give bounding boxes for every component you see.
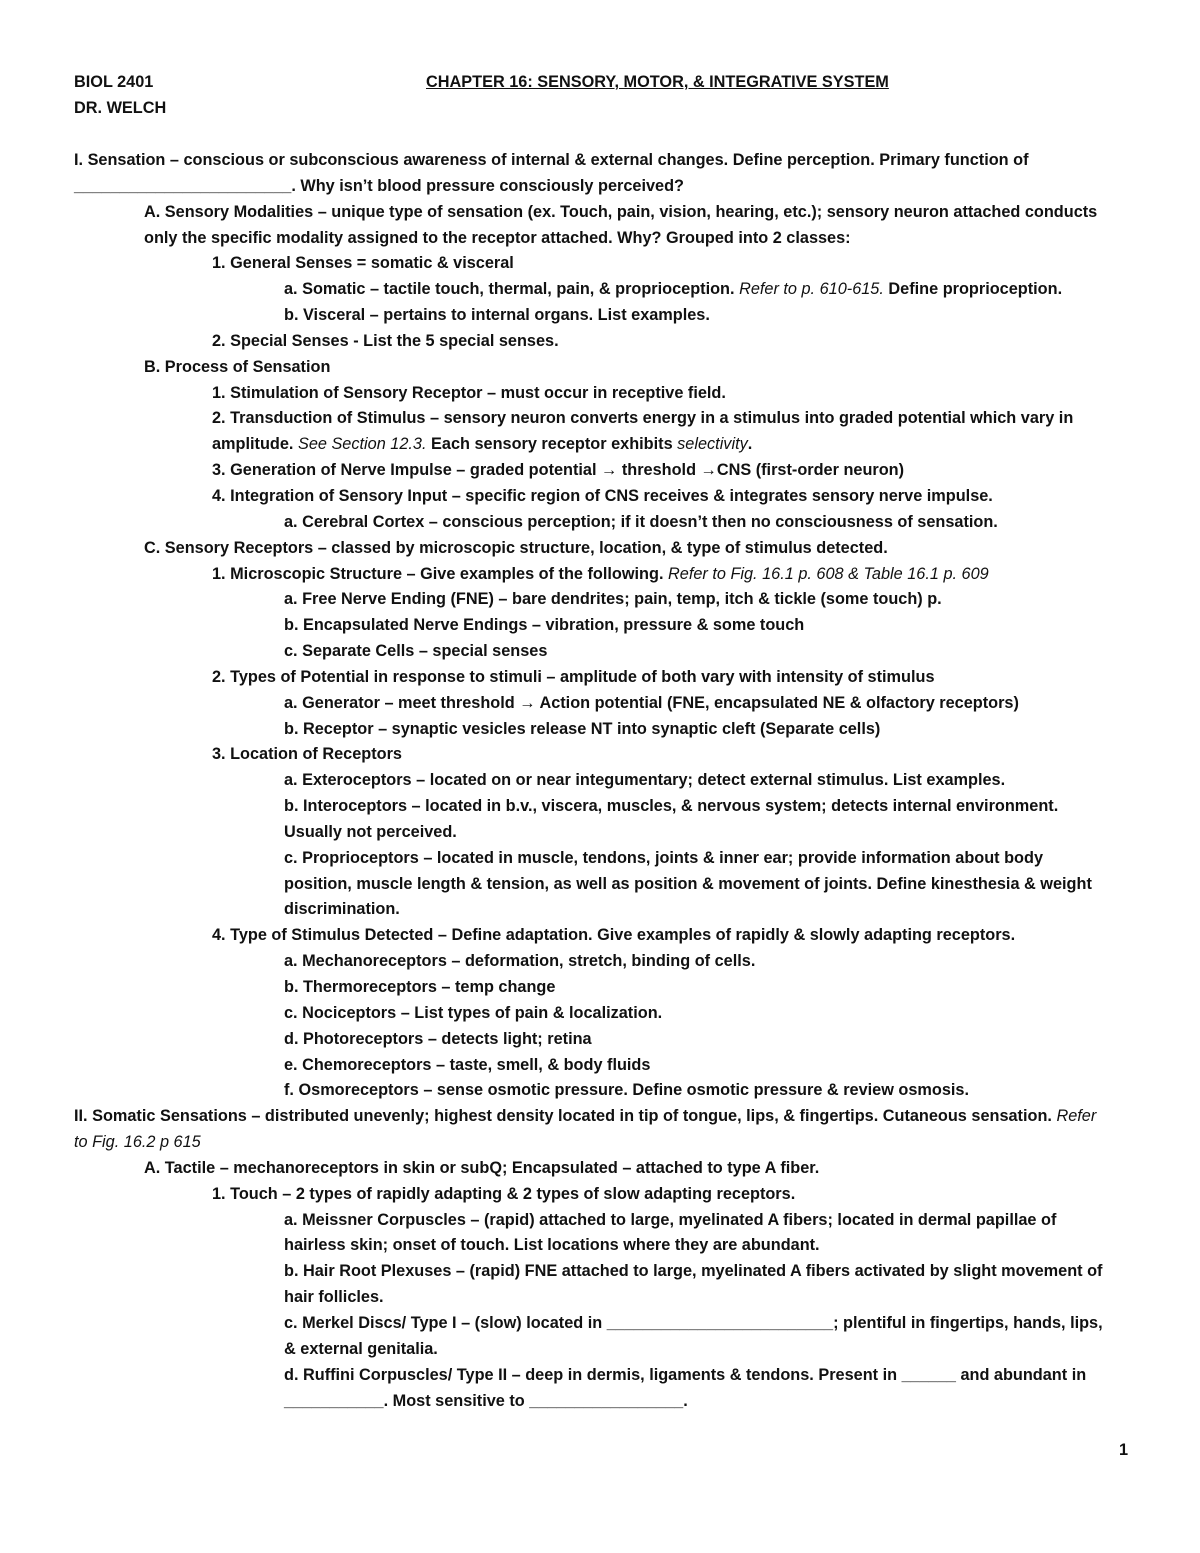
outline-text: 1. Touch – 2 types of rapidly adapting & 2 types of slow adapting receptors. [212,1184,796,1203]
outline-line [74,1389,1134,1415]
outline-text: f. Osmoreceptors – sense osmotic pressure. Define osmotic pressure & review osmosis. [284,1081,969,1100]
outline-line [74,1208,1134,1234]
outline-line [74,872,1134,898]
outline-line [74,1104,1134,1130]
outline-text: B. Process of Sensation [144,357,331,376]
outline-text: a. Exteroceptors – located on or near integumentary; detect external stimulus. List examples. [284,771,1006,790]
outline-line [74,355,1134,381]
outline-line [74,897,1134,923]
outline-text: 4. Type of Stimulus Detected – Define adaptation. Give examples of rapidly & slowly adapting receptors. [212,926,1016,945]
outline-line [74,1182,1134,1208]
outline-text: 3. Generation of Nerve Impulse – graded potential → threshold →CNS (first-order neuron) [212,461,905,480]
outline-line [74,1311,1134,1337]
outline-line [74,975,1134,1001]
outline-line [74,200,1134,226]
outline-text: 1. General Senses = somatic & visceral [212,254,514,273]
outline-text: Usually not perceived. [284,822,457,841]
outline-text: c. Proprioceptors – located in muscle, tendons, joints & inner ear; provide information about body [284,848,1043,867]
outline-line [74,1001,1134,1027]
outline-line [74,820,1134,846]
outline-text: Each sensory receptor exhibits [426,435,678,454]
outline-line [74,226,1134,252]
outline-text: ___________. Most sensitive to _________________. [284,1391,688,1410]
outline-line [74,742,1134,768]
course-code: BIOL 2401 [74,73,154,91]
outline-line [74,846,1134,872]
outline-line [74,949,1134,975]
outline-text: A. Sensory Modalities – unique type of sensation (ex. Touch, pain, vision, hearing, etc.); sensory neuron attached conducts [144,202,1098,221]
outline-line [74,432,1134,458]
outline-line [74,587,1134,613]
outline-line [74,458,1134,484]
outline-text: c. Separate Cells – special senses [284,642,548,661]
outline-text: a. Mechanoreceptors – deformation, stretch, binding of cells. [284,952,756,971]
outline-text: b. Hair Root Plexuses – (rapid) FNE attached to large, myelinated A fibers activated by slight movement of [284,1262,1103,1281]
page-number: 1 [1119,1441,1129,1459]
outline-line [74,1130,1134,1156]
outline-text: 2. Transduction of Stimulus – sensory neuron converts energy in a stimulus into graded potential which vary in [212,409,1074,428]
outline-text: & external genitalia. [284,1339,438,1358]
outline-line [74,406,1134,432]
outline-text: 3. Location of Receptors [212,745,402,764]
outline-text: See Section 12.3. [297,435,427,454]
outline-line [74,381,1134,407]
outline-text: c. Nociceptors – List types of pain & localization. [284,1003,663,1022]
outline-text: a. Meissner Corpuscles – (rapid) attached to large, myelinated A fibers; located in dermal papillae of [284,1210,1057,1229]
document-header [74,70,1134,122]
outline-line [74,1363,1134,1389]
outline-text: 1. Microscopic Structure – Give examples of the following. [212,564,668,583]
outline-line [74,536,1134,562]
outline-text: b. Thermoreceptors – temp change [284,978,556,996]
outline-line [74,1156,1134,1182]
outline-line [74,717,1134,743]
outline-text: I. Sensation – conscious or subconscious awareness of internal & external changes. Define perception. Primary function of [74,151,1029,169]
outline-line [74,691,1134,717]
spacer [74,122,1134,148]
outline-text: ________________________. Why isn’t blood pressure consciously perceived? [74,176,684,195]
outline-line [74,251,1134,277]
outline-text: C. Sensory Receptors – classed by microscopic structure, location, & type of stimulus detected. [144,538,888,557]
outline-text: c. Merkel Discs/ Type I – (slow) located in _________________________; plentiful in fingertips, hands, lips, [284,1313,1103,1332]
outline-text: Refer to Fig. 16.1 p. 608 & Table 16.1 p. 609 [668,564,989,583]
document-page [74,70,1134,1414]
outline-text: 4. Integration of Sensory Input – specific region of CNS receives & integrates sensory nerve impulse. [212,486,993,505]
outline-text: b. Receptor – synaptic vesicles release NT into synaptic cleft (Separate cells) [284,719,881,738]
outline-line [74,329,1134,355]
outline-line [74,562,1134,588]
outline-line [74,639,1134,665]
outline-text: 2. Special Senses - List the 5 special senses. [212,331,559,350]
outline-text: d. Ruffini Corpuscles/ Type II – deep in dermis, ligaments & tendons. Present in ______ and abundant in [284,1365,1087,1384]
outline-text: II. Somatic Sensations – distributed unevenly; highest density located in tip of tongue, lips, & fingertips. Cutaneous sensation. [74,1107,1057,1126]
outline-line [74,923,1134,949]
outline-line [74,1337,1134,1363]
outline-text: a. Free Nerve Ending (FNE) – bare dendrites; pain, temp, itch & tickle (some touch) p. [284,590,942,609]
outline-text: d. Photoreceptors – detects light; retina [284,1029,592,1048]
outline-text: b. Encapsulated Nerve Endings – vibration, pressure & some touch [284,616,805,635]
outline-text: a. Generator – meet threshold → Action potential (FNE, encapsulated NE & olfactory receptors) [284,693,1019,712]
outline-line [74,484,1134,510]
outline-text: amplitude. [212,435,298,454]
outline-line [74,148,1134,174]
outline-text: a. Cerebral Cortex – conscious perception; if it doesn’t then no consciousness of sensation. [284,512,998,531]
outline-text: Define proprioception. [883,280,1063,299]
outline-line [74,1027,1134,1053]
outline-text: b. Interoceptors – located in b.v., viscera, muscles, & nervous system; detects internal environment. [284,797,1059,816]
outline-text: Refer to p. 610-615. [739,280,884,299]
chapter-title: CHAPTER 16: SENSORY, MOTOR, & INTEGRATIVE SYSTEM [426,73,889,91]
outline-text: b. Visceral – pertains to internal organs. List examples. [284,306,710,325]
outline-line [74,277,1134,303]
outline-text: only the specific modality assigned to the receptor attached. Why? Grouped into 2 classes: [144,228,851,247]
outline-line [74,768,1134,794]
outline-line [74,174,1134,200]
outline-line [74,613,1134,639]
outline-text: . [747,435,753,454]
outline-line [74,1078,1134,1104]
outline-line [74,1053,1134,1079]
outline-body [74,148,1134,1414]
outline-text: 1. Stimulation of Sensory Receptor – must occur in receptive field. [212,383,726,402]
instructor-name: DR. WELCH [74,99,167,117]
outline-text: hair follicles. [284,1288,384,1307]
outline-text: discrimination. [284,900,400,919]
outline-text: Refer [1056,1107,1097,1126]
outline-text: 2. Types of Potential in response to stimuli – amplitude of both vary with intensity of stimulus [212,667,935,686]
outline-text: selectivity [677,435,748,454]
outline-line [74,1259,1134,1285]
outline-text: position, muscle length & tension, as well as position & movement of joints. Define kinesthesia & weight [284,874,1092,893]
outline-line [74,794,1134,820]
outline-line [74,510,1134,536]
outline-line [74,665,1134,691]
outline-text: to Fig. 16.2 p 615 [74,1133,201,1152]
outline-line [74,1285,1134,1311]
outline-text: e. Chemoreceptors – taste, smell, & body fluids [284,1055,651,1074]
outline-text: A. Tactile – mechanoreceptors in skin or subQ; Encapsulated – attached to type A fiber. [144,1158,820,1177]
outline-line [74,1233,1134,1259]
outline-text: hairless skin; onset of touch. List locations where they are abundant. [284,1236,820,1255]
outline-text: a. Somatic – tactile touch, thermal, pain, & proprioception. [284,280,740,299]
outline-line [74,303,1134,329]
